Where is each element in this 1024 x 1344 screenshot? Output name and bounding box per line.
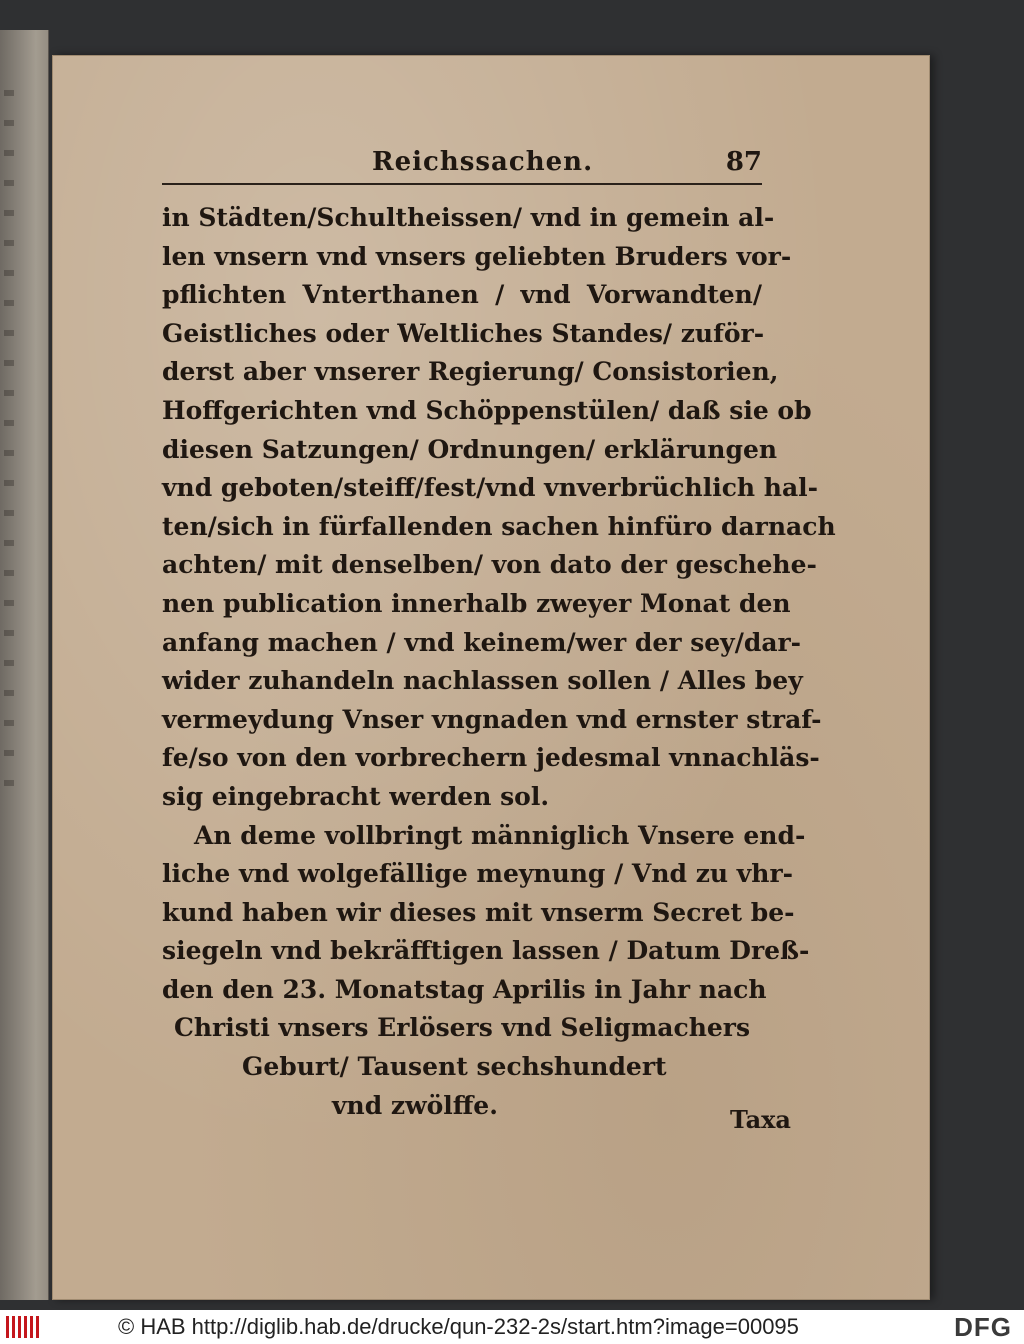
text-line: nen publication innerhalb zweyer Monat den bbox=[162, 588, 791, 618]
previous-page-edge bbox=[0, 30, 49, 1300]
text-block bbox=[162, 135, 836, 1134]
text-line: liche vnd wolgefällige meynung / Vnd zu vhr- bbox=[162, 859, 794, 889]
text-line: wider zuhandeln nachlassen sollen / Alles bey bbox=[162, 666, 803, 696]
text-line: An deme vollbringt männiglich Vnsere end- bbox=[194, 820, 806, 850]
footer-bar bbox=[0, 1310, 1024, 1344]
text-line: vermeydung Vnser vngnaden vnd ernster straf- bbox=[162, 704, 822, 734]
text-line: den den 23. Monatstag Aprilis in Jahr nach bbox=[162, 974, 767, 1004]
text-line: derst aber vnserer Regierung/ Consistorien, bbox=[162, 357, 779, 387]
text-line: Hoffgerichten vnd Schöppenstülen/ daß sie ob bbox=[162, 395, 812, 425]
text-line: len vnsern vnd vnsers geliebten Bruders vor- bbox=[162, 241, 792, 271]
copyright-url[interactable]: © HAB http://diglib.hab.de/drucke/qun-232-2s/start.htm?image=00095 bbox=[118, 1314, 799, 1339]
running-title: Reichssachen. bbox=[372, 147, 594, 177]
text-line: pflichten Vnterthanen / vnd Vorwandten/ bbox=[162, 280, 762, 310]
text-line: kund haben wir dieses mit vnserm Secret be- bbox=[162, 897, 795, 927]
text-line: vnd zwölffe. bbox=[332, 1090, 498, 1120]
text-line: Geistliches oder Weltliches Standes/ zuför- bbox=[162, 318, 765, 348]
text-line: fe/so von den vorbrechern jedesmal vnnachläs- bbox=[162, 743, 820, 773]
text-line: sig eingebracht werden sol. bbox=[162, 781, 550, 811]
text-line: diesen Satzungen/ Ordnungen/ erklärungen bbox=[162, 434, 778, 464]
text-line: siegeln vnd bekräfftigen lassen / Datum Dreß- bbox=[162, 936, 810, 966]
text-line: Geburt/ Tausent sechshundert bbox=[242, 1052, 667, 1082]
catchword: Taxa bbox=[730, 1105, 791, 1134]
text-line: ten/sich in fürfallenden sachen hinfüro darnach bbox=[162, 511, 836, 541]
text-line: Christi vnsers Erlösers vnd Seligmachers bbox=[173, 1013, 751, 1043]
text-line: achten/ mit denselben/ von dato der geschehe- bbox=[162, 550, 817, 580]
text-line: vnd geboten/steiff/fest/vnd vnverbrüchlich hal- bbox=[162, 473, 819, 503]
text-line: anfang machen / vnd keinem/wer der sey/dar- bbox=[162, 627, 802, 657]
running-head bbox=[162, 143, 762, 185]
dfg-logo: DFG bbox=[954, 1312, 1012, 1342]
page-number: 87 bbox=[725, 147, 762, 177]
book-page bbox=[52, 55, 930, 1300]
hab-logo-icon bbox=[6, 1316, 40, 1338]
text-line: in Städten/Schultheissen/ vnd in gemein al- bbox=[162, 203, 775, 232]
